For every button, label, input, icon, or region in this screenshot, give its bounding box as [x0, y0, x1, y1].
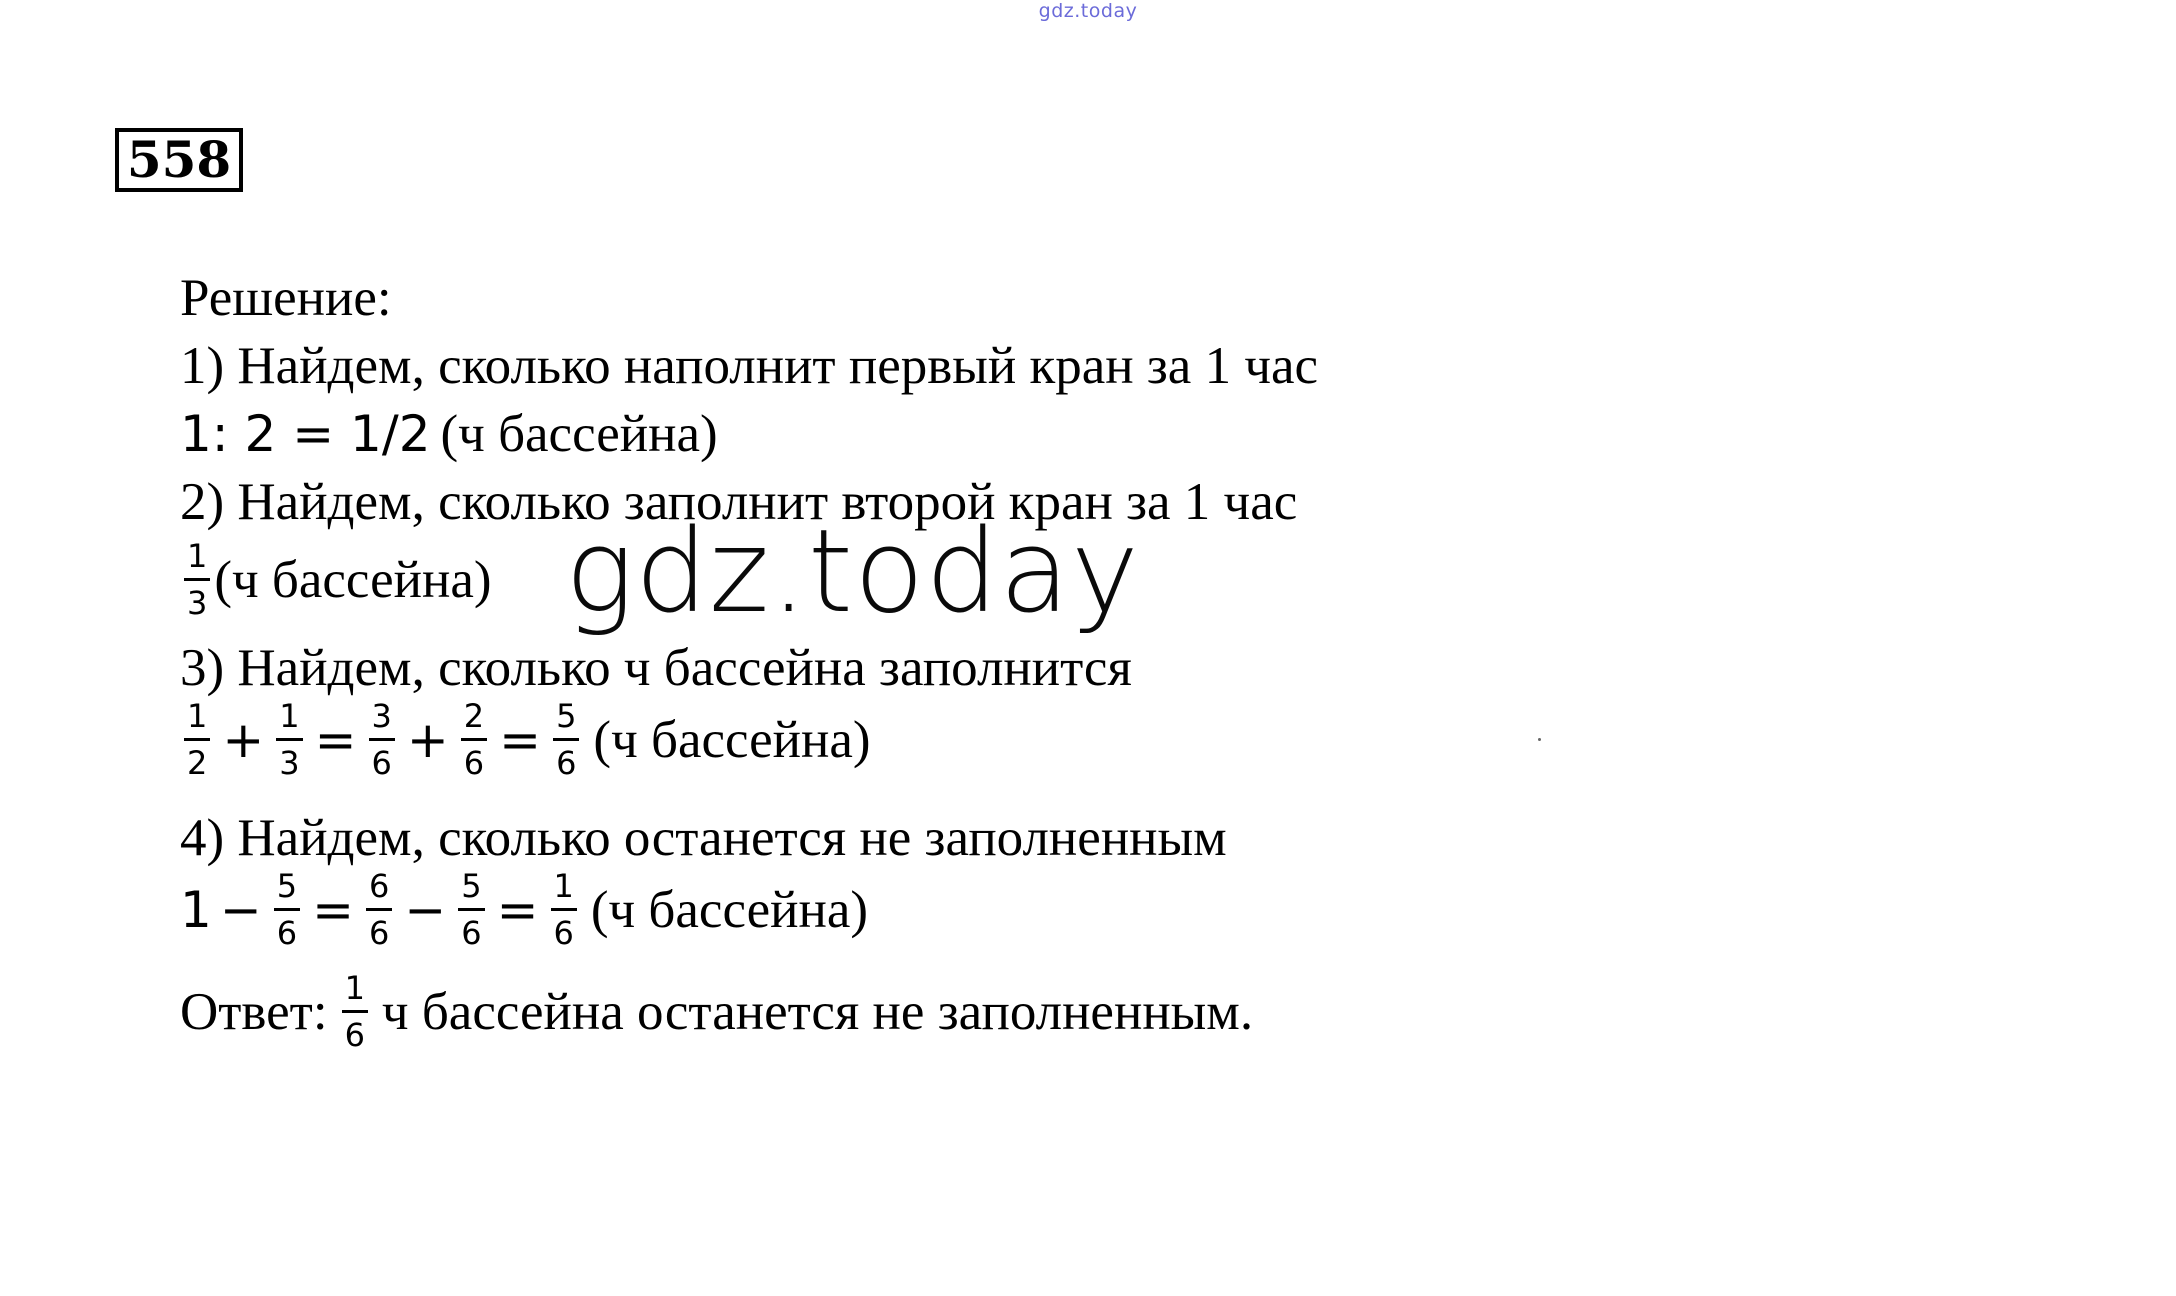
equals-sign: = [499, 710, 542, 769]
minus-sign: − [219, 880, 262, 939]
fraction-denominator: 6 [551, 908, 577, 953]
step3-fraction-5 [553, 696, 579, 783]
scan-speck [1538, 738, 1541, 741]
fraction-denominator: 6 [461, 738, 487, 783]
step1-expression: 1: 2 = 1/2 [180, 405, 431, 463]
equals-sign: = [496, 880, 539, 939]
step4-fraction-3 [458, 866, 484, 953]
fraction-numerator: 1 [187, 537, 208, 575]
answer-text: ч бассейна останется не заполненным. [381, 982, 1254, 1041]
fraction-numerator: 1 [187, 697, 208, 735]
step3-fraction-3 [369, 696, 395, 783]
fraction-numerator: 5 [461, 867, 482, 905]
fraction-numerator: 2 [463, 697, 485, 735]
fraction-denominator: 3 [184, 578, 210, 623]
step4-fraction-1 [274, 866, 300, 953]
fraction-numerator: 5 [556, 697, 577, 735]
fraction-numerator: 1 [279, 697, 300, 735]
fraction-denominator: 3 [276, 738, 302, 783]
step3-fraction-1 [184, 696, 210, 783]
answer-label: Ответ: [180, 982, 328, 1041]
step4-fraction-4 [551, 866, 577, 953]
fraction-denominator: 2 [184, 738, 210, 783]
fraction-denominator: 6 [366, 908, 392, 953]
fraction-numerator: 1 [553, 867, 574, 905]
step3-expression-line [180, 696, 871, 783]
step4-lead-number: 1 [180, 880, 212, 939]
answer-fraction [342, 968, 368, 1055]
step1-expression-line [180, 404, 718, 464]
step2-expression-line [180, 536, 492, 623]
step3-unit: (ч бассейна) [593, 710, 871, 769]
step2-unit: (ч бассейна) [214, 550, 492, 609]
fraction-denominator: 6 [274, 908, 300, 953]
fraction-denominator: 6 [342, 1010, 368, 1055]
step2-fraction [184, 536, 210, 623]
fraction-numerator: 6 [368, 867, 390, 905]
step1-unit: (ч бассейна) [440, 405, 718, 463]
step3-fraction-2 [276, 696, 302, 783]
problem-number: 558 [115, 128, 243, 192]
fraction-denominator: 6 [553, 738, 579, 783]
step3-fraction-4 [461, 696, 487, 783]
minus-sign: − [404, 880, 447, 939]
step4-text: 4) Найдем, сколько останется не заполненным [180, 809, 1227, 867]
equals-sign: = [312, 880, 354, 939]
step4-unit: (ч бассейна) [590, 880, 869, 939]
fraction-denominator: 6 [458, 908, 484, 953]
step1-text: 1) Найдем, сколько наполнит первый кран за 1 час [180, 337, 1319, 395]
fraction-numerator: 5 [276, 867, 298, 905]
step2-text: 2) Найдем, сколько заполнит второй кран за 1 час [180, 473, 1298, 531]
answer-line [180, 968, 1253, 1055]
step4-expression-line [180, 866, 868, 953]
fraction-denominator: 6 [369, 738, 395, 783]
solution-heading: Решение: [180, 269, 392, 327]
fraction-numerator: 3 [371, 697, 392, 735]
step3-text: 3) Найдем, сколько ч бассейна заполнится [180, 639, 1132, 697]
top-watermark: gdz.today [1038, 0, 1138, 22]
center-watermark: gdz.today [565, 505, 1140, 639]
plus-sign: + [222, 710, 265, 769]
equals-sign: = [314, 710, 357, 769]
fraction-numerator: 1 [344, 969, 365, 1007]
step4-fraction-2 [366, 866, 392, 953]
plus-sign: + [406, 710, 449, 769]
